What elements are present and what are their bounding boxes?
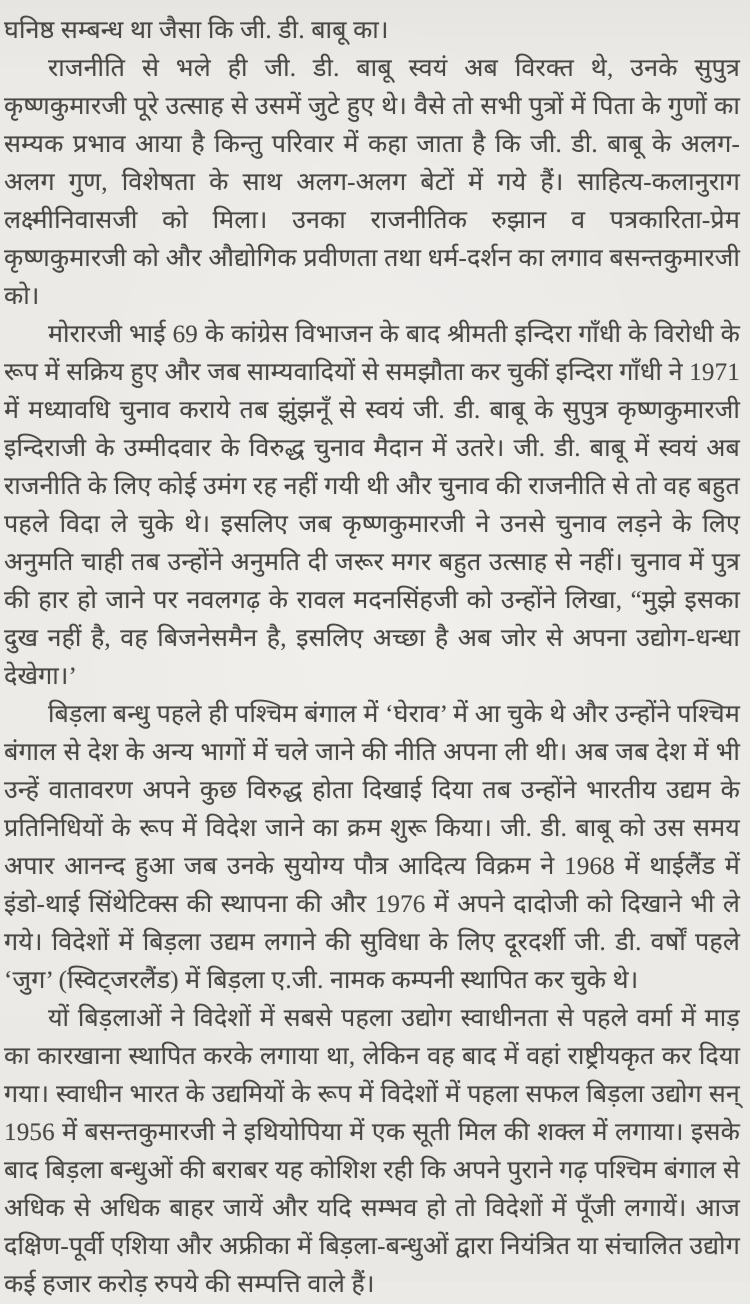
- paragraph: मोरारजी भाई 69 के कांग्रेस विभाजन के बाद श्रीमती इन्दिरा गाँधी के विरोधी के रूप में सक्रिय हुए और जब साम्यवादियों से समझौता कर चुकीं इन्दिरा गाँधी ने 1971 में मध्यावधि चुनाव कराये तब झुंझनूँ से स्वयं जी. डी. बाबू के सुपुत्र कृष्णकुमारजी इन्दिराजी के उम्मीदवार के विरुद्ध चुनाव मैदान में उतरे। जी. डी. बाबू में स्वयं अब राजनीति के लिए कोई उमंग रह नहीं गयी थी और चुनाव की राजनीति से तो वह बहुत पहले विदा ले चुके थे। इसलिए जब कृष्णकुमारजी ने उनसे चुनाव लड़ने के लिए अनुमति चाही तब उन्होंने अनुमति दी जरूर मगर बहुत उत्साह से नहीं। चुनाव में पुत्र की हार हो जाने पर नवलगढ़ के रावल मदनसिंहजी को उन्होंने लिखा, “मुझे इसका दुख नहीं है, वह बिजनेसमैन है, इसलिए अच्छा है अब जोर से अपना उद्योग-धन्धा देखेगा।’: [4, 321, 740, 690]
- paragraph: बिड़ला बन्धु पहले ही पश्चिम बंगाल में ‘घेराव’ में आ चुके थे और उन्होंने पश्चिम बंगाल से देश के अन्य भागों में चले जाने की नीति अपना ली थी। अब जब देश में भी उन्हें वातावरण अपने कुछ विरुद्ध होता दिखाई दिया तब उन्होंने भारतीय उद्यम के प्रतिनिधियों के रूप में विदेश जाने का क्रम शुरू किया। जी. डी. बाबू को उस समय अपार आनन्द हुआ जब उनके सुयोग्य पौत्र आदित्य विक्रम ने 1968 में थाईलैंड में इंडो-थाई सिंथेटिक्स की स्थापना की और 1976 में अपने दादोजी को दिखाने भी ले गये। विदेशों में बिड़ला उद्यम लगाने की सुविधा के लिए दूरदर्शी जी. डी. वर्षों पहले ‘जुग’ (स्विट्जरलैंड) में बिड़ला ए.जी. नामक कम्पनी स्थापित कर चुके थे।: [4, 701, 740, 994]
- paragraph-continuation: घनिष्ठ सम्बन्ध था जैसा कि जी. डी. बाबू का।: [4, 17, 389, 44]
- paragraph: यों बिड़लाओं ने विदेशों में सबसे पहला उद्योग स्वाधीनता से पहले वर्मा में माड़ का कारखाना स्थापित करके लगाया था, लेकिन वह बाद में वहां राष्ट्रीयकृत कर दिया गया। स्वाधीन भारत के उद्यमियों के रूप में विदेशों में पहला सफल बिड़ला उद्योग सन् 1956 में बसन्तकुमारजी ने इथियोपिया में एक सूती मिल की शक्ल में लगाया। इसके बाद बिड़ला बन्धुओं की बराबर यह कोशिश रही कि अपने पुराने गढ़ पश्चिम बंगाल से अधिक से अधिक बाहर जायें और यदि सम्भव हो तो विदेशों में पूँजी लगायें। आज दक्षिण-पूर्वी एशिया और अफ्रीका में बिड़ला-बन्धुओं द्वारा नियंत्रित या संचालित उद्योग कई हजार करोड़ रुपये की सम्पत्ति वाले हैं।: [4, 1005, 740, 1298]
- paragraph: राजनीति से भले ही जी. डी. बाबू स्वयं अब विरक्त थे, उनके सुपुत्र कृष्णकुमारजी पूरे उत्साह से उसमें जुटे हुए थे। वैसे तो सभी पुत्रों में पिता के गुणों का सम्यक प्रभाव आया है किन्तु परिवार में कहा जाता है कि जी. डी. बाबू के अलग-अलग गुण, विशेषता के साथ अलग-अलग बेटों में गये हैं। साहित्य-कलानुराग लक्ष्मीनिवासजी को मिला। उनका राजनीतिक रुझान व पत्रकारिता-प्रेम कृष्णकुमारजी को और औद्योगिक प्रवीणता तथा धर्म-दर्शन का लगाव बसन्तकुमारजी को।: [4, 55, 740, 310]
